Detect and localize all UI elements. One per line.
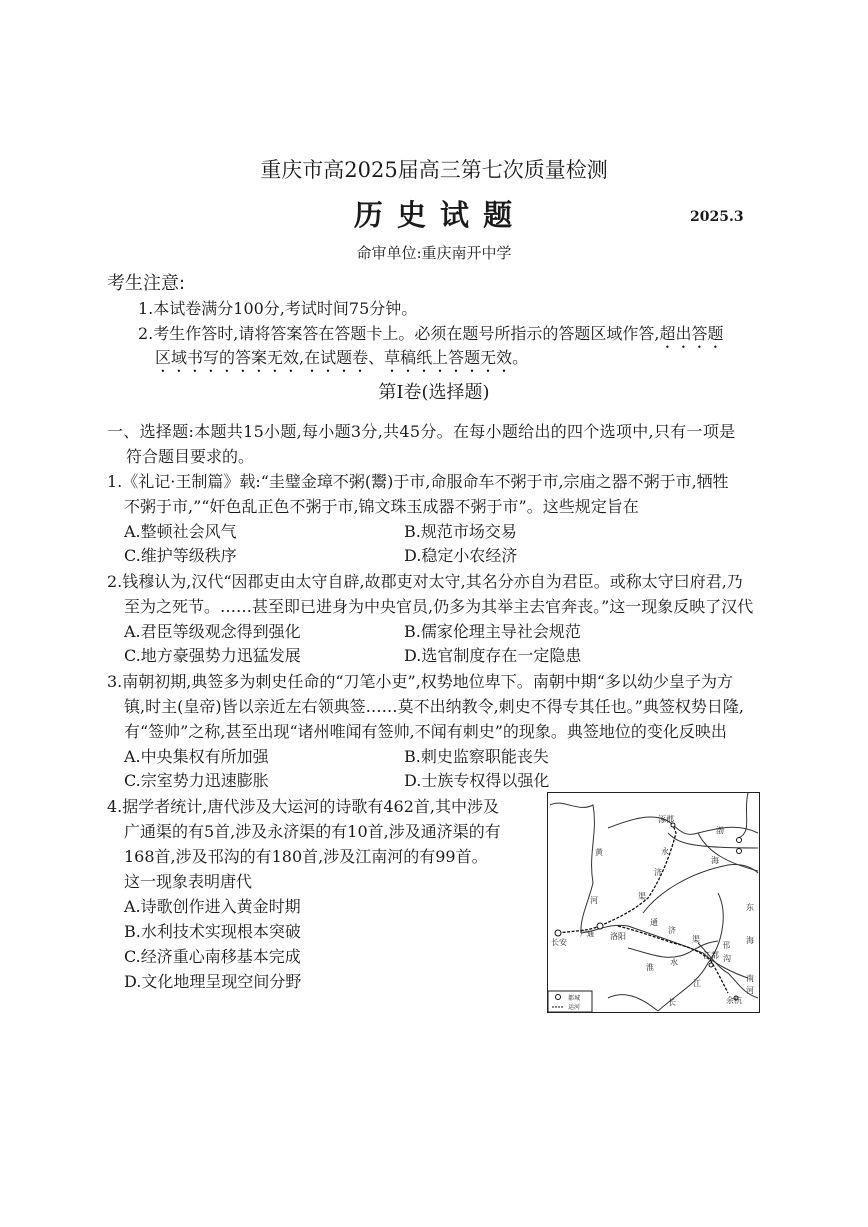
legend-canal: 运河 xyxy=(568,1004,581,1011)
map-label: 水 xyxy=(670,958,678,967)
map-label: 邗 xyxy=(722,941,730,950)
map-label: 广通 xyxy=(580,930,594,938)
map-label: 余杭 xyxy=(726,996,742,1005)
question-1-option-D[interactable]: D.稳定小农经济 xyxy=(404,546,518,565)
question-2-option-C[interactable]: C.地方豪强势力迅猛发展 xyxy=(124,646,301,665)
question-1-option-A[interactable]: A.整顿社会风气 xyxy=(124,522,237,541)
part-title: 第Ⅰ卷(选择题) xyxy=(378,382,490,403)
question-2-option-A[interactable]: A.君臣等级观念得到强化 xyxy=(124,622,301,641)
yellow-river-upper xyxy=(550,803,594,933)
question-1-text: 1.《礼记·王制篇》载:“圭璧金璋不粥(鬻)于市,命服命车不粥于市,宗庙之器不粥于市,牺牲 xyxy=(107,472,729,491)
exam-title: 重庆市高2025届高三第七次质量检测 xyxy=(260,158,608,182)
map-label: 渠 xyxy=(692,935,700,944)
exam-date: 2025.3 xyxy=(690,209,744,225)
notice-heading: 考生注意: xyxy=(107,273,186,294)
canal-lines xyxy=(558,825,728,993)
grand-canal-map xyxy=(547,792,760,1013)
map-label: 海 xyxy=(746,936,754,945)
question-4-option-A[interactable]: A.诗歌创作进入黄金时期 xyxy=(124,897,301,916)
map-label: 河 xyxy=(590,896,598,905)
notice-item-2-cont: 区域书写的答案无效,在试题卷、草稿纸上答题无效。 xyxy=(155,348,529,367)
notice-item-1: 1.本试卷满分100分,考试时间75分钟。 xyxy=(138,299,418,318)
question-3-option-D[interactable]: D.士族专权得以强化 xyxy=(404,771,550,790)
section-instruction: 一、选择题:本题共15小题,每小题3分,共45分。在每小题给出的四个选项中,只有一项是 xyxy=(107,422,736,441)
capital-legend-icon xyxy=(556,995,561,1000)
question-3-option-C[interactable]: C.宗室势力迅速膨胀 xyxy=(124,771,269,790)
map-label: 渤 xyxy=(716,826,724,835)
map-label: 涿郡 xyxy=(658,815,674,824)
notice-text: 2.考生作答时,请将答案答在答题卡上。必须在题号所指示的答题区域作答, xyxy=(138,324,660,343)
setter: 命审单位:重庆南开中学 xyxy=(356,244,512,262)
question-3-option-A[interactable]: A.中央集权有所加强 xyxy=(124,747,269,766)
question-3-text: 镇,时主(皇帝)皆以亲近左右领典签……莫不出纳教令,刺史不得专其任也。”典签权势日隆, xyxy=(124,697,744,716)
question-1-option-B[interactable]: B.规范市场交易 xyxy=(404,522,517,541)
map-label: 江 xyxy=(693,979,701,988)
question-4-option-D[interactable]: D.文化地理呈现空间分野 xyxy=(124,972,302,991)
map-label: 淮 xyxy=(646,963,654,972)
map-label: 黄 xyxy=(595,848,603,857)
subject-title: 历 史 试 题 xyxy=(353,198,515,232)
question-3-text: 有“签帅”之称,甚至出现“诸州唯闻有签帅,不闻有刺史”的现象。典签地位的变化反映出 xyxy=(124,722,727,741)
question-3-text: 3.南朝初期,典签多为刺史任命的“刀笔小吏”,权势地位卑下。南朝中期“多以幼少皇子为方 xyxy=(107,672,733,691)
question-1-text: 不粥于市,”“奸色乱正色不粥于市,锦文珠玉成器不粥于市”。这些规定旨在 xyxy=(124,497,639,516)
question-2-text: 至为之死节。……甚至即已进身为中央官员,仍多为其举主去官奔丧。”这一现象反映了汉代 xyxy=(124,597,754,616)
map-label: 南 xyxy=(746,974,754,983)
question-2-option-B[interactable]: B.儒家伦理主导社会规范 xyxy=(404,622,581,641)
question-4-text: 4.据学者统计,唐代涉及大运河的诗歌有462首,其中涉及 xyxy=(107,797,499,816)
question-1-option-C[interactable]: C.维护等级秩序 xyxy=(124,546,237,565)
map-label: 永 xyxy=(661,847,669,856)
map-label: 东 xyxy=(746,903,754,912)
map-label: 海 xyxy=(711,856,719,865)
map-label: 长安 xyxy=(551,938,567,947)
legend-capital: 都城 xyxy=(568,995,581,1002)
question-2-text: 2.钱穆认为,汉代“因郡吏由太守自辟,故郡吏对太守,其名分亦自为君臣。或称太守曰府君,乃 xyxy=(107,572,743,591)
map-label: 河 xyxy=(746,986,754,995)
map-label: 沟 xyxy=(723,954,731,963)
map-label: 洛阳 xyxy=(610,932,626,941)
notice-emphasis: 超出答题 xyxy=(659,324,724,343)
map-label: 通 xyxy=(650,918,658,927)
question-4-option-B[interactable]: B.水利技术实现根本突破 xyxy=(124,922,301,941)
map-label: 济 xyxy=(668,926,676,935)
map-label: 济 xyxy=(654,868,662,877)
question-4-option-C[interactable]: C.经济重心南移基本完成 xyxy=(124,947,301,966)
map-label: 渠 xyxy=(638,892,646,901)
map-label: 长 xyxy=(668,998,676,1007)
section-instruction-cont: 符合题目要求的。 xyxy=(126,447,255,466)
question-2-option-D[interactable]: D.选官制度存在一定隐患 xyxy=(404,646,582,665)
map-label: 江都 xyxy=(703,951,719,960)
question-4-text: 这一现象表明唐代 xyxy=(124,872,253,891)
question-4-text: 广通渠的有5首,涉及永济渠的有10首,涉及通济渠的有 xyxy=(124,822,501,841)
question-3-option-B[interactable]: B.刺史监察职能丧失 xyxy=(404,747,549,766)
question-4-text: 168首,涉及邗沟的有180首,涉及江南河的有99首。 xyxy=(124,847,488,866)
